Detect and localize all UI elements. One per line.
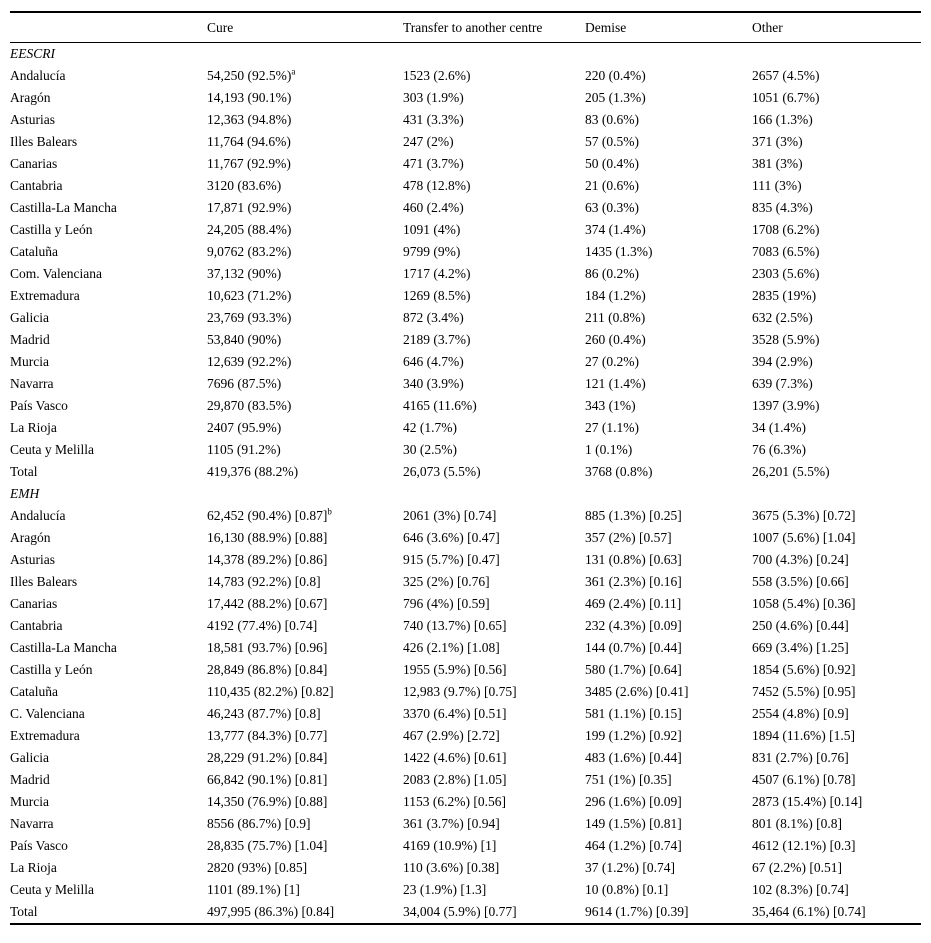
value-cell: 381 (3%): [752, 156, 803, 171]
value-cell: 12,363 (94.8%): [207, 112, 292, 127]
value-cell: 1435 (1.3%): [585, 244, 653, 259]
value-cell: 296 (1.6%) [0.09]: [585, 794, 682, 809]
value-cell: 497,995 (86.3%) [0.84]: [207, 904, 335, 919]
value-cell: 11,764 (94.6%): [207, 134, 291, 149]
value-cell: 646 (4.7%): [403, 354, 464, 369]
value-cell: 374 (1.4%): [585, 222, 646, 237]
value-cell: 1101 (89.1%) [1]: [207, 882, 300, 897]
value-cell: 50 (0.4%): [585, 156, 639, 171]
value-cell: 30 (2.5%): [403, 442, 457, 457]
value-cell: 37,132 (90%): [207, 266, 282, 281]
value-cell: 357 (2%) [0.57]: [585, 530, 672, 545]
table-row: [10, 615, 921, 637]
value-cell: 1708 (6.2%): [752, 222, 820, 237]
section-header-row: [10, 43, 921, 66]
region-cell: Castilla y León: [10, 662, 93, 677]
value-cell: 4169 (10.9%) [1]: [403, 838, 497, 853]
column-header-transfer: Transfer to another centre: [403, 12, 585, 43]
value-cell: 184 (1.2%): [585, 288, 646, 303]
value-cell: 3485 (2.6%) [0.41]: [585, 684, 689, 699]
table-row: [10, 461, 921, 483]
value-cell: 34 (1.4%): [752, 420, 806, 435]
value-cell: 18,581 (93.7%) [0.96]: [207, 640, 328, 655]
region-cell: País Vasco: [10, 398, 68, 413]
value-cell: 250 (4.6%) [0.44]: [752, 618, 849, 633]
value-cell: 1523 (2.6%): [403, 68, 471, 83]
value-cell: 144 (0.7%) [0.44]: [585, 640, 682, 655]
value-cell: 467 (2.9%) [2.72]: [403, 728, 500, 743]
region-cell: Asturias: [10, 552, 55, 567]
region-cell: Madrid: [10, 772, 50, 787]
table-row: [10, 725, 921, 747]
value-cell: 646 (3.6%) [0.47]: [403, 530, 500, 545]
value-cell: 885 (1.3%) [0.25]: [585, 508, 682, 523]
region-cell: Asturias: [10, 112, 55, 127]
column-header-region: [10, 12, 207, 43]
table-row: [10, 351, 921, 373]
region-cell: Galicia: [10, 750, 49, 765]
value-cell: 831 (2.7%) [0.76]: [752, 750, 849, 765]
value-cell: 8556 (86.7%) [0.9]: [207, 816, 311, 831]
value-cell: 62,452 (90.4%) $[0.87]^b$: [207, 506, 332, 523]
value-cell: 478 (12.8%): [403, 178, 471, 193]
value-cell: 29,870 (83.5%): [207, 398, 292, 413]
value-cell: 110 (3.6%) [0.38]: [403, 860, 500, 875]
table-row: [10, 791, 921, 813]
value-cell: 1105 (91.2%): [207, 442, 281, 457]
value-cell: 12,639 (92.2%): [207, 354, 292, 369]
value-cell: 1 (0.1%): [585, 442, 633, 457]
value-cell: 801 (8.1%) [0.8]: [752, 816, 842, 831]
value-cell: 2061 (3%) [0.74]: [403, 508, 497, 523]
value-cell: 14,350 (76.9%) [0.88]: [207, 794, 328, 809]
table-row: [10, 417, 921, 439]
table-row: [10, 879, 921, 901]
value-cell: 166 (1.3%): [752, 112, 813, 127]
value-cell: 7696 (87.5%): [207, 376, 282, 391]
region-cell: Cataluña: [10, 244, 58, 259]
value-cell: 483 (1.6%) [0.44]: [585, 750, 682, 765]
region-cell: Castilla-La Mancha: [10, 640, 117, 655]
value-cell: 1007 (5.6%) [1.04]: [752, 530, 856, 545]
value-cell: 37 (1.2%) [0.74]: [585, 860, 675, 875]
region-cell: Com. Valenciana: [10, 266, 102, 281]
value-cell: 639 (7.3%): [752, 376, 813, 391]
table-row: [10, 769, 921, 791]
value-cell: 3675 (5.3%) [0.72]: [752, 508, 856, 523]
value-cell: 361 (2.3%) [0.16]: [585, 574, 682, 589]
table-row: [10, 747, 921, 769]
value-cell: 46,243 (87.7%) [0.8]: [207, 706, 321, 721]
region-cell: Cantabria: [10, 618, 63, 633]
value-cell: 669 (3.4%) [1.25]: [752, 640, 849, 655]
region-cell: Aragón: [10, 530, 51, 545]
table-row: [10, 175, 921, 197]
table-row: [10, 835, 921, 857]
value-cell: 2303 (5.6%): [752, 266, 820, 281]
table-row: [10, 659, 921, 681]
region-cell: Murcia: [10, 794, 49, 809]
value-cell: 2657 (4.5%): [752, 68, 820, 83]
value-cell: 24,205 (88.4%): [207, 222, 292, 237]
value-cell: 4612 (12.1%) [0.3]: [752, 838, 856, 853]
value-cell: 76 (6.3%): [752, 442, 806, 457]
value-cell: 86 (0.2%): [585, 266, 639, 281]
value-cell: 343 (1%): [585, 398, 636, 413]
value-cell: 1153 (6.2%) [0.56]: [403, 794, 506, 809]
region-cell: Andalucía: [10, 508, 66, 523]
value-cell: 4192 (77.4%) [0.74]: [207, 618, 318, 633]
region-cell: La Rioja: [10, 420, 57, 435]
value-cell: 394 (2.9%): [752, 354, 813, 369]
value-cell: 232 (4.3%) [0.09]: [585, 618, 682, 633]
value-cell: 14,193 (90.1%): [207, 90, 292, 105]
value-cell: 211 (0.8%): [585, 310, 646, 325]
region-cell: Cataluña: [10, 684, 58, 699]
value-cell: 199 (1.2%) [0.92]: [585, 728, 682, 743]
region-cell: Navarra: [10, 816, 54, 831]
footnote-marker: b: [327, 506, 332, 517]
region-cell: Total: [10, 464, 38, 479]
value-cell: 1422 (4.6%) [0.61]: [403, 750, 507, 765]
table-row: [10, 813, 921, 835]
value-cell: 464 (1.2%) [0.74]: [585, 838, 682, 853]
table-row: [10, 571, 921, 593]
value-cell: 26,201 (5.5%): [752, 464, 830, 479]
table-row: [10, 681, 921, 703]
value-cell: 1397 (3.9%): [752, 398, 820, 413]
value-cell: 28,229 (91.2%) [0.84]: [207, 750, 328, 765]
table-row: [10, 109, 921, 131]
value-cell: 16,130 (88.9%) [0.88]: [207, 530, 328, 545]
value-cell: 28,849 (86.8%) [0.84]: [207, 662, 328, 677]
value-cell: 340 (3.9%): [403, 376, 464, 391]
value-cell: 303 (1.9%): [403, 90, 464, 105]
value-cell: 835 (4.3%): [752, 200, 813, 215]
table-row: [10, 549, 921, 571]
value-cell: 10 (0.8%) [0.1]: [585, 882, 669, 897]
section-header-row: [10, 483, 921, 505]
region-cell: País Vasco: [10, 838, 68, 853]
value-cell: 9799 (9%): [403, 244, 461, 259]
region-cell: Illes Balears: [10, 134, 78, 149]
value-cell: 1894 (11.6%) [1.5]: [752, 728, 855, 743]
region-cell: Castilla-La Mancha: [10, 200, 117, 215]
value-cell: 83 (0.6%): [585, 112, 639, 127]
value-cell: 131 (0.8%) [0.63]: [585, 552, 682, 567]
value-cell: 471 (3.7%): [403, 156, 464, 171]
region-cell: Galicia: [10, 310, 49, 325]
value-cell: 28,835 (75.7%) [1.04]: [207, 838, 328, 853]
table-row: [10, 329, 921, 351]
region-cell: Canarias: [10, 596, 58, 611]
value-cell: 205 (1.3%): [585, 90, 646, 105]
table-row: [10, 131, 921, 153]
region-cell: Illes Balears: [10, 574, 78, 589]
value-cell: 34,004 (5.9%) [0.77]: [403, 904, 517, 919]
value-cell: 260 (0.4%): [585, 332, 646, 347]
value-cell: 247 (2%): [403, 134, 454, 149]
region-cell: Canarias: [10, 156, 58, 171]
table-row: [10, 703, 921, 725]
value-cell: 426 (2.1%) [1.08]: [403, 640, 500, 655]
value-cell: 220 (0.4%): [585, 68, 646, 83]
region-cell: Murcia: [10, 354, 49, 369]
value-cell: 9,0762 (83.2%): [207, 244, 292, 259]
value-cell: 2820 (93%) [0.85]: [207, 860, 308, 875]
value-cell: 14,783 (92.2%) [0.8]: [207, 574, 321, 589]
value-cell: 460 (2.4%): [403, 200, 464, 215]
region-cell: C. Valenciana: [10, 706, 85, 721]
region-cell: La Rioja: [10, 860, 57, 875]
value-cell: 7452 (5.5%) [0.95]: [752, 684, 856, 699]
outcomes-table: [10, 11, 921, 925]
value-cell: 14,378 (89.2%) [0.86]: [207, 552, 328, 567]
value-cell: 581 (1.1%) [0.15]: [585, 706, 682, 721]
table-row: [10, 65, 921, 87]
value-cell: 2407 (95.9%): [207, 420, 282, 435]
table-row: [10, 857, 921, 879]
value-cell: 9614 (1.7%) [0.39]: [585, 904, 689, 919]
table-row: [10, 505, 921, 527]
value-cell: 53,840 (90%): [207, 332, 282, 347]
section-label: EESCRI: [10, 46, 55, 61]
value-cell: 57 (0.5%): [585, 134, 639, 149]
value-cell: 700 (4.3%) [0.24]: [752, 552, 849, 567]
value-cell: 2189 (3.7%): [403, 332, 471, 347]
value-cell: 12,983 (9.7%) [0.75]: [403, 684, 517, 699]
value-cell: 558 (3.5%) [0.66]: [752, 574, 849, 589]
value-cell: 3370 (6.4%) [0.51]: [403, 706, 507, 721]
table-row: [10, 87, 921, 109]
table-row: [10, 395, 921, 417]
column-header-demise: Demise: [585, 12, 752, 43]
table-row: [10, 241, 921, 263]
value-cell: 431 (3.3%): [403, 112, 464, 127]
value-cell: 66,842 (90.1%) [0.81]: [207, 772, 328, 787]
value-cell: 23 (1.9%) [1.3]: [403, 882, 487, 897]
region-cell: Ceuta y Melilla: [10, 882, 94, 897]
value-cell: 4165 (11.6%): [403, 398, 477, 413]
value-cell: 35,464 (6.1%) [0.74]: [752, 904, 866, 919]
region-cell: Ceuta y Melilla: [10, 442, 94, 457]
value-cell: 1091 (4%): [403, 222, 461, 237]
value-cell: 121 (1.4%): [585, 376, 646, 391]
value-cell: 1269 (8.5%): [403, 288, 471, 303]
value-cell: 1717 (4.2%): [403, 266, 471, 281]
value-cell: 27 (1.1%): [585, 420, 639, 435]
value-cell: 469 (2.4%) [0.11]: [585, 596, 682, 611]
table-row: [10, 153, 921, 175]
table-row: [10, 637, 921, 659]
value-cell: 1955 (5.9%) [0.56]: [403, 662, 507, 677]
value-cell: 1051 (6.7%): [752, 90, 820, 105]
value-cell: 2873 (15.4%) [0.14]: [752, 794, 863, 809]
table-row: [10, 197, 921, 219]
value-cell: 13,777 (84.3%) [0.77]: [207, 728, 328, 743]
region-cell: Castilla y León: [10, 222, 93, 237]
value-cell: 361 (3.7%) [0.94]: [403, 816, 500, 831]
value-cell: 371 (3%): [752, 134, 803, 149]
table-row: [10, 527, 921, 549]
table-row: [10, 593, 921, 615]
value-cell: 2835 (19%): [752, 288, 817, 303]
region-cell: Extremadura: [10, 288, 80, 303]
value-cell: 54,250 $(92.5\%)^a$: [207, 66, 296, 83]
value-cell: 102 (8.3%) [0.74]: [752, 882, 849, 897]
value-cell: 27 (0.2%): [585, 354, 639, 369]
value-cell: 21 (0.6%): [585, 178, 639, 193]
value-cell: 3120 (83.6%): [207, 178, 282, 193]
table-row: [10, 219, 921, 241]
column-header-cure: Cure: [207, 12, 403, 43]
table-row: [10, 307, 921, 329]
region-cell: Aragón: [10, 90, 51, 105]
value-cell: 2083 (2.8%) [1.05]: [403, 772, 507, 787]
value-cell: 23,769 (93.3%): [207, 310, 292, 325]
footnote-marker: a: [291, 66, 296, 77]
value-cell: 11,767 (92.9%): [207, 156, 291, 171]
header-row: [10, 12, 921, 43]
table-row: [10, 285, 921, 307]
value-cell: 915 (5.7%) [0.47]: [403, 552, 500, 567]
table-row: [10, 439, 921, 461]
value-cell: 2554 (4.8%) [0.9]: [752, 706, 849, 721]
region-cell: Cantabria: [10, 178, 63, 193]
value-cell: 1854 (5.6%) [0.92]: [752, 662, 856, 677]
value-cell: 110,435 (82.2%) [0.82]: [207, 684, 334, 699]
value-cell: 10,623 (71.2%): [207, 288, 292, 303]
value-cell: 63 (0.3%): [585, 200, 639, 215]
table-row: [10, 373, 921, 395]
value-cell: 740 (13.7%) [0.65]: [403, 618, 507, 633]
region-cell: Madrid: [10, 332, 50, 347]
region-cell: Extremadura: [10, 728, 80, 743]
table-row: [10, 901, 921, 924]
region-cell: Total: [10, 904, 38, 919]
value-cell: 67 (2.2%) [0.51]: [752, 860, 842, 875]
value-cell: 17,871 (92.9%): [207, 200, 292, 215]
region-cell: Andalucía: [10, 68, 66, 83]
value-cell: 149 (1.5%) [0.81]: [585, 816, 682, 831]
value-cell: 419,376 (88.2%): [207, 464, 299, 479]
table-row: [10, 263, 921, 285]
value-cell: 42 (1.7%): [403, 420, 457, 435]
value-cell: 7083 (6.5%): [752, 244, 820, 259]
value-cell: 111 (3%): [752, 178, 802, 193]
table-body: [10, 43, 921, 925]
value-cell: 17,442 (88.2%) [0.67]: [207, 596, 328, 611]
section-label: EMH: [10, 486, 40, 501]
value-cell: 4507 (6.1%) [0.78]: [752, 772, 856, 787]
value-cell: 3528 (5.9%): [752, 332, 820, 347]
value-cell: 580 (1.7%) [0.64]: [585, 662, 682, 677]
column-header-other: Other: [752, 12, 921, 43]
value-cell: 325 (2%) [0.76]: [403, 574, 490, 589]
value-cell: 872 (3.4%): [403, 310, 464, 325]
value-cell: 1058 (5.4%) [0.36]: [752, 596, 856, 611]
value-cell: 3768 (0.8%): [585, 464, 653, 479]
value-cell: 751 (1%) [0.35]: [585, 772, 672, 787]
value-cell: 26,073 (5.5%): [403, 464, 481, 479]
value-cell: 796 (4%) [0.59]: [403, 596, 490, 611]
region-cell: Navarra: [10, 376, 54, 391]
value-cell: 632 (2.5%): [752, 310, 813, 325]
